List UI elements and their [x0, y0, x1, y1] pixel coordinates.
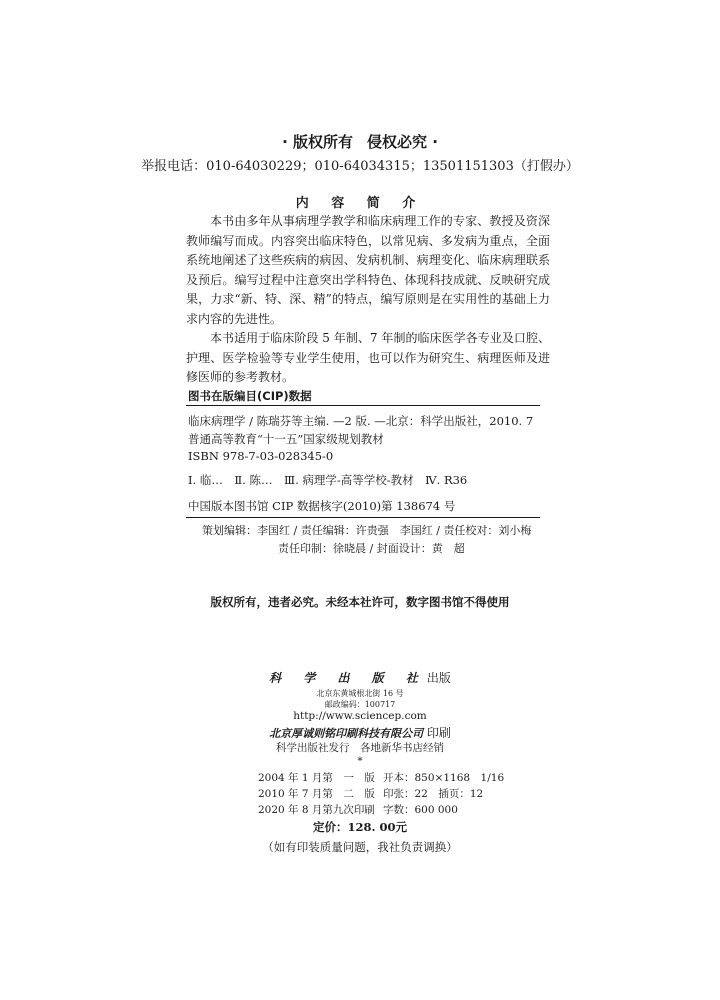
summary-body [186, 212, 550, 388]
report-hotline: 举报电话：010-64030229；010-64034315；13501151303（打假办） [141, 159, 579, 174]
spec-row-2 [258, 786, 483, 801]
cip-rule-top [186, 405, 540, 406]
cip-line-3: ISBN 978-7-03-028345-0 [188, 449, 334, 463]
staff-line-1: 策划编辑：李国红 / 责任编辑：许贵强 李国红 / 责任校对：刘小梅 [202, 524, 532, 537]
publisher-name: 科 学 出 版 社 [269, 671, 427, 685]
publisher-line [0, 669, 720, 686]
printer-line [0, 724, 720, 741]
spec-row-3 [258, 802, 458, 817]
printer-name: 北京厚诚则铭印刷科技有限公司 [269, 727, 424, 740]
spec-row-1 [258, 770, 504, 785]
rights-statement: 版权所有，违者必究。未经本社许可，数字图书馆不得使用 [210, 595, 510, 609]
summary-paragraph-2: 本书适用于临床阶段 5 年制、7 年制的临床医学各专业及口腔、护理、医学检验等专业学生使用，也可以作为研究生、病理医师及进修医师的参考教材。 [186, 331, 550, 384]
staff-line-2: 责任印制：徐晓晨 / 封面设计：黄 超 [278, 542, 465, 555]
publisher-url: http://www.sciencep.com [293, 710, 427, 722]
cip-line-5: 中国版本图书馆 CIP 数据核字(2010)第 138674 号 [188, 499, 456, 513]
spec-sheets: 印张：22 插页：12 [383, 788, 484, 800]
price: 定价：128. 00元 [312, 820, 407, 834]
quality-note: （如有印装质量问题，我社负责调换） [262, 840, 458, 854]
spec-format: 开本：850×1168 1/16 [383, 772, 505, 784]
cip-line-4: Ⅰ. 临… Ⅱ. 陈… Ⅲ. 病理学-高等学校-教材 Ⅳ. R36 [188, 473, 468, 487]
cip-line-1: 临床病理学 / 陈瑞芬等主编. —2 版. —北京：科学出版社，2010. 7 [188, 414, 534, 428]
publisher-suffix: 出版 [426, 671, 451, 685]
spec-edition-2: 2010 年 7 月第 二 版 [258, 788, 375, 800]
copyright-header [0, 131, 720, 152]
spec-edition-1: 2004 年 1 月第 一 版 [258, 772, 375, 784]
publisher-address: 北京东黄城根北街 16 号 [316, 689, 404, 698]
spec-word-count: 字数：600 000 [383, 804, 458, 816]
spec-printing: 2020 年 8 月第九次印刷 [258, 804, 375, 816]
cip-line-2: 普通高等教育“十一五”国家级规划教材 [188, 432, 384, 446]
cip-title: 图书在版编目(CIP)数据 [188, 389, 312, 403]
copyright-header-part2: 侵权必究 · [367, 133, 438, 151]
cip-rule-bottom [186, 517, 540, 518]
summary-title: 内 容 简 介 [295, 196, 425, 211]
printer-suffix: 印刷 [426, 726, 451, 740]
separator-star: * [357, 755, 363, 767]
copyright-header-part1: · 版权所有 [282, 133, 353, 151]
summary-paragraph-1: 本书由多年从事病理学教学和临床病理工作的专家、教授及资深教师编写而成。内容突出临床特色，以常见病、多发病为重点，全面系统地阐述了这些疾病的病因、发病机制、病理变化、临床病理联系及预后。编写过程中注意突出学科特色、体现科技成就、反映研究成果，力求“新、特、深、精”的特点，编写原则是在实用性的基础上力求内容的先进性。 [186, 214, 550, 326]
distribution-line: 科学出版社发行 各地新华书店经销 [276, 742, 444, 754]
publisher-postcode: 邮政编码：100717 [324, 700, 396, 709]
